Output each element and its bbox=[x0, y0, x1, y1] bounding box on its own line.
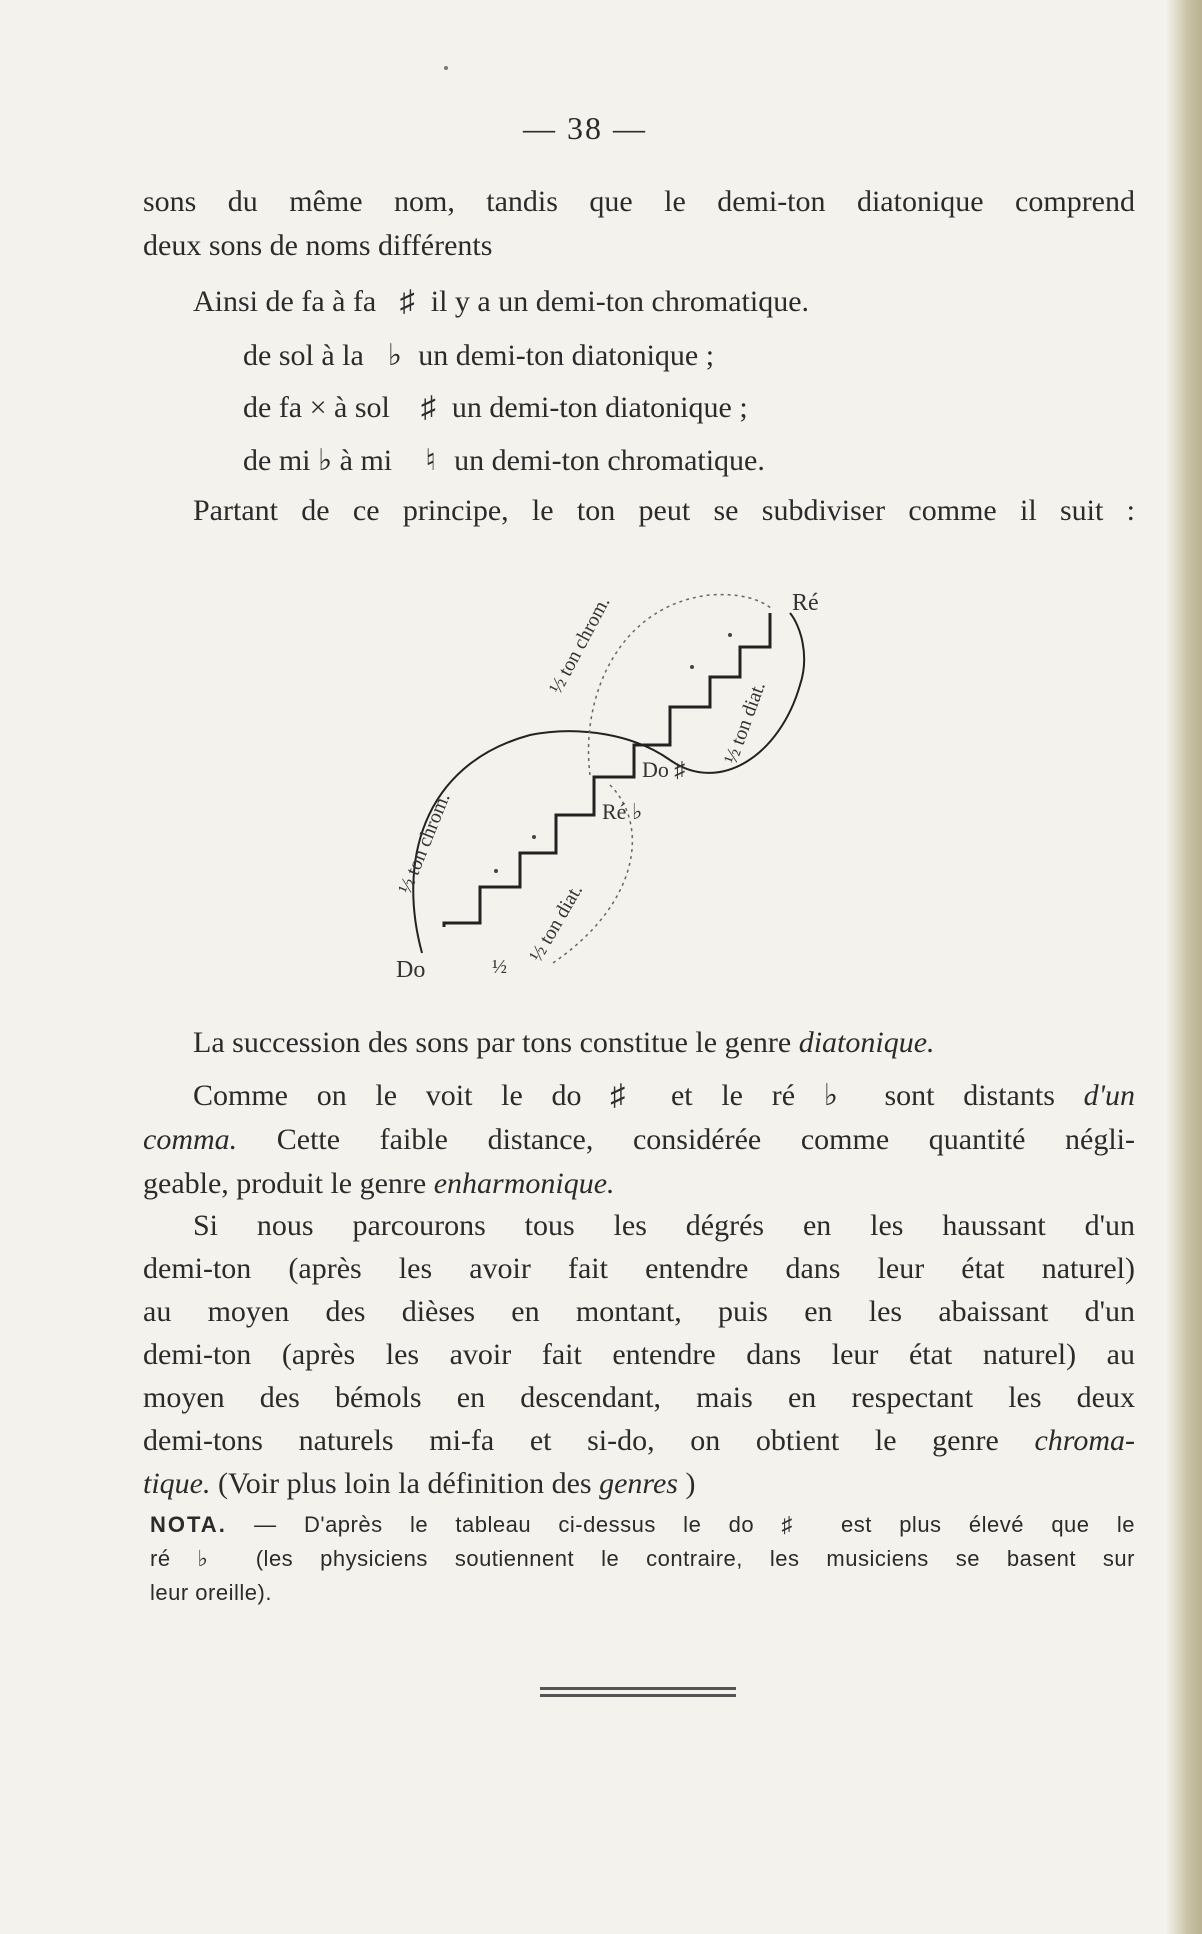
example-1-a: Ainsi de fa à fa bbox=[193, 285, 377, 318]
para3-line-7 bbox=[143, 1465, 695, 1503]
example-4-a: de mi ♭ à mi bbox=[243, 444, 393, 477]
staircase bbox=[444, 613, 770, 927]
label-do: Do bbox=[396, 957, 426, 983]
para3-line-4: demi-ton (après les avoir fait entendre dans leur état naturel) au bbox=[143, 1338, 1135, 1371]
para2-l1-em: d'un bbox=[1083, 1079, 1136, 1112]
end-rule-bottom bbox=[540, 1694, 736, 1697]
para3-line-2: demi-ton (après les avoir fait entendre dans leur état naturel) bbox=[143, 1252, 1135, 1285]
page-edge bbox=[1166, 0, 1202, 1934]
example-line-4 bbox=[243, 442, 765, 480]
para2-l3-a: geable, produit le genre bbox=[143, 1167, 434, 1200]
para1-line bbox=[193, 1024, 935, 1062]
para2-line-3 bbox=[143, 1165, 615, 1203]
label-re: Ré bbox=[792, 590, 819, 616]
label-half-chrom-lower: ½ ton chrom. bbox=[394, 789, 455, 897]
para3-line-6 bbox=[143, 1422, 1135, 1460]
para2-l1-c: sont distants bbox=[855, 1079, 1084, 1112]
para2-l3-em: enharmonique. bbox=[433, 1167, 615, 1200]
para3-line-3: au moyen des dièses en montant, puis en les abaissant d'un bbox=[143, 1295, 1135, 1328]
intro-line-2: deux sons de noms différents bbox=[143, 229, 493, 262]
example-2-a: de sol à la bbox=[243, 339, 364, 372]
example-3-b: un demi-ton diatonique ; bbox=[451, 391, 748, 424]
nota-label: NOTA. bbox=[150, 1512, 227, 1537]
sharp-symbol: ♯ bbox=[610, 1079, 626, 1112]
para3-l7-em1: tique. bbox=[143, 1467, 211, 1500]
para2-line-1 bbox=[193, 1077, 1135, 1115]
flat-symbol: ♭ bbox=[387, 339, 402, 372]
para2-line-2 bbox=[143, 1121, 1135, 1159]
example-1-b: il y a un demi-ton chromatique. bbox=[430, 285, 810, 318]
nota-line-2: ré ♭ (les physiciens soutiennent le contraire, les musiciens se basent sur bbox=[150, 1546, 1135, 1571]
example-line-3 bbox=[243, 389, 748, 427]
para2-l1-b: et le ré bbox=[642, 1079, 824, 1112]
label-re-flat: Ré ♭ bbox=[602, 799, 643, 824]
page-number: — 38 — bbox=[523, 110, 647, 146]
stair-dots bbox=[494, 633, 732, 873]
nota-l1: — D'après le tableau ci-dessus le do ♯ est plus élevé que le bbox=[226, 1512, 1135, 1537]
label-half: ½ bbox=[492, 956, 507, 978]
para3-l6-a: demi-tons naturels mi-fa et si-do, on obtient le genre bbox=[143, 1424, 1035, 1457]
example-3-a: de fa × à sol bbox=[243, 391, 390, 424]
sharp-symbol: ♯ bbox=[399, 285, 415, 318]
example-line-2 bbox=[243, 337, 714, 375]
example-4-b: un demi-ton chromatique. bbox=[454, 444, 765, 477]
principle-line: Partant de ce principe, le ton peut se subdiviser comme il suit : bbox=[193, 494, 1135, 527]
speck bbox=[444, 66, 448, 70]
label-half-chrom-upper: ½ ton chrom. bbox=[544, 592, 615, 698]
para3-l7-b: (Voir plus loin la définition des bbox=[210, 1467, 600, 1500]
example-line-1 bbox=[193, 283, 809, 321]
para3-l7-em2: genres bbox=[599, 1467, 678, 1500]
para2-l2-rest: Cette faible distance, considérée comme quantité négli- bbox=[237, 1123, 1135, 1156]
para1-text: La succession des sons par tons constitue le genre bbox=[193, 1026, 799, 1059]
para3-l7-c: ) bbox=[677, 1467, 696, 1500]
para2-l1-a: Comme on le voit le do bbox=[193, 1079, 611, 1112]
flat-symbol: ♭ bbox=[823, 1079, 838, 1112]
label-half-diat-lower: ½ ton diat. bbox=[525, 880, 588, 966]
label-half-diat-upper: ½ ton diat. bbox=[720, 678, 770, 767]
para3-line-1: Si nous parcourons tous les dégrés en les haussant d'un bbox=[193, 1209, 1135, 1242]
example-2-b: un demi-ton diatonique ; bbox=[418, 339, 715, 372]
nota-line-3: leur oreille). bbox=[150, 1580, 272, 1605]
lower-chrom-arc bbox=[413, 731, 670, 953]
para2-l2-em: comma. bbox=[143, 1123, 238, 1156]
para3-line-5: moyen des bémols en descendant, mais en respectant les deux bbox=[143, 1381, 1135, 1414]
para3-l6-em: chroma- bbox=[1034, 1424, 1135, 1457]
para1-emphasis: diatonique. bbox=[798, 1026, 935, 1059]
label-do-sharp: Do ♯ bbox=[642, 757, 686, 782]
nota-line-1 bbox=[150, 1510, 1135, 1540]
intro-line-1: sons du même nom, tandis que le demi-ton diatonique comprend bbox=[143, 185, 1135, 218]
natural-symbol: ♮ bbox=[425, 444, 436, 477]
tone-division-diagram bbox=[380, 565, 850, 1005]
sharp-symbol: ♯ bbox=[420, 391, 436, 424]
end-rule-top bbox=[540, 1687, 736, 1690]
